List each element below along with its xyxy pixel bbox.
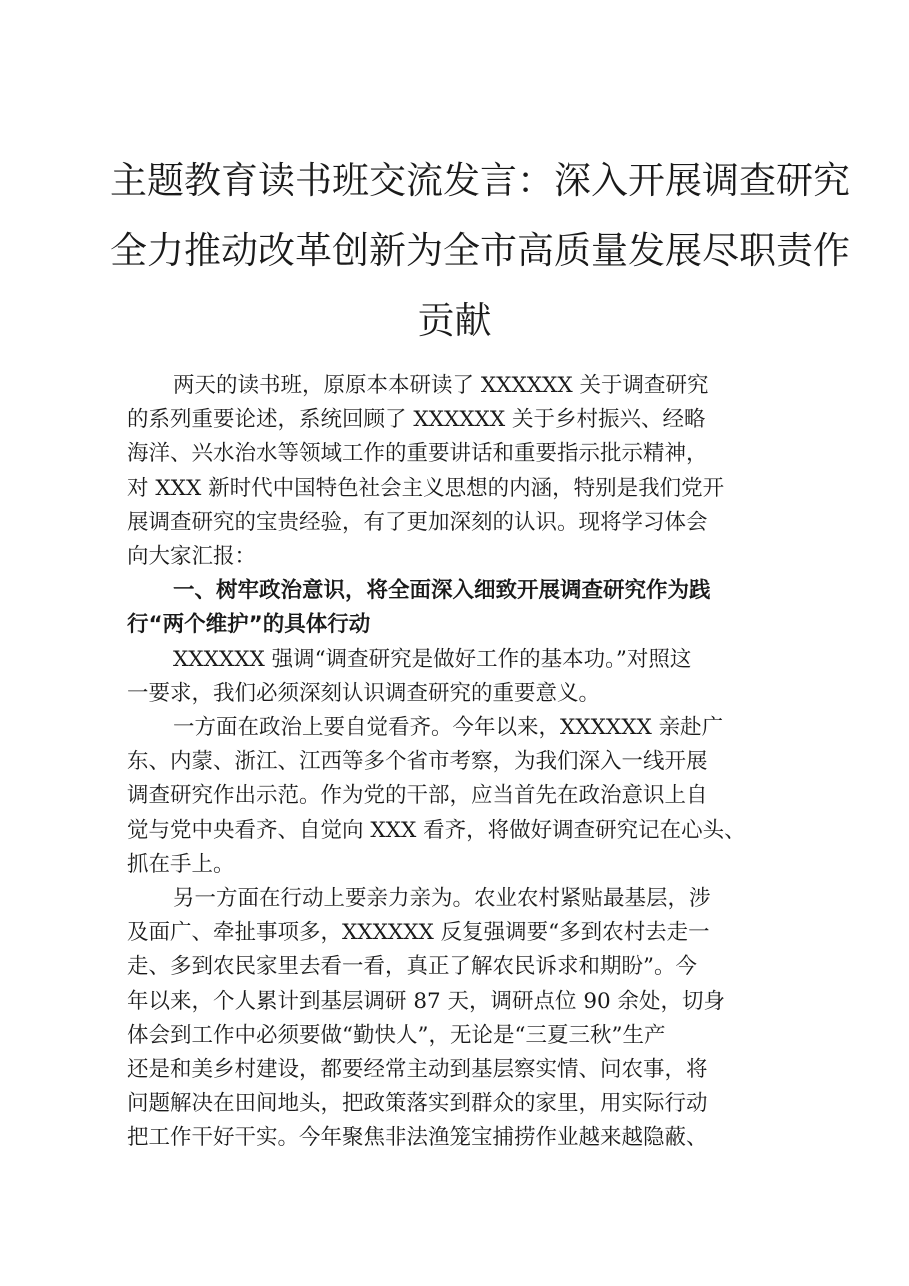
heading-line: 行“两个维护”的具体行动 [127, 612, 371, 638]
text-line: 一方面在政治上要自觉看齐。今年以来，XXXXXX 亲赴广 [173, 715, 724, 741]
text-line: 的系列重要论述，系统回顾了 XXXXXX 关于乡村振兴、经略 [127, 407, 706, 433]
section-heading [127, 574, 807, 642]
text-line: 两天的读书班，原原本本研读了 XXXXXX 关于调查研究 [173, 373, 709, 398]
text-line: 东、内蒙、浙江、江西等多个省市考察，为我们深入一线开展 [127, 749, 708, 775]
text-line: 还是和美乡村建设，都要经常主动到基层察实情、问农事，将 [127, 1057, 708, 1083]
text-line: 一要求，我们必须深刻认识调查研究的重要意义。 [127, 680, 601, 706]
text-line: 把工作干好干实。今年聚焦非法渔笼宝捕捞作业越来越隐蔽、 [127, 1125, 708, 1151]
paragraph [127, 882, 807, 1156]
text-line: 海洋、兴水治水等领域工作的重要讲话和重要指示批示精神， [127, 441, 708, 467]
text-line: 体会到工作中必须要做“勤快人”，无论是“三夏三秋”生产 [127, 1022, 666, 1048]
paragraph [127, 643, 807, 711]
text-line: 觉与党中央看齐、自觉向 XXX 看齐，将做好调查研究记在心头、 [127, 817, 746, 843]
text-line: 走、多到农民家里去看一看，真正了解农民诉求和期盼”。今 [127, 954, 697, 980]
text-line: XXXXXX 强调“调查研究是做好工作的基本功。”对照这 [173, 646, 692, 672]
text-line: 问题解决在田间地头，把政策落实到群众的家里，用实际行动 [127, 1091, 708, 1117]
text-line: 调查研究作出示范。作为党的干部，应当首先在政治意识上自 [127, 783, 708, 809]
title-line: 全力推动改革创新为全市高质量发展尽职责作 [110, 229, 850, 272]
heading-line: 一、树牢政治意识，将全面深入细致开展调查研究作为践 [173, 578, 711, 604]
title-line: 主题教育读书班交流发言：深入开展调查研究 [110, 159, 850, 202]
text-line: 向大家汇报： [127, 544, 257, 570]
paragraph [127, 711, 807, 882]
text-line: 另一方面在行动上要亲力亲为。农业农村紧贴最基层，涉 [173, 886, 711, 912]
text-line: 年以来，个人累计到基层调研 87 天，调研点位 90 余处，切身 [127, 988, 726, 1014]
text-line: 对 XXX 新时代中国特色社会主义思想的内涵，特别是我们党开 [127, 475, 725, 501]
text-line: 及面广、牵扯事项多，XXXXXX 反复强调要“多到农村去走一 [127, 920, 710, 946]
document-title [110, 146, 850, 356]
paragraph-intro [127, 369, 807, 574]
text-line: 展调查研究的宝贵经验，有了更加深刻的认识。现将学习体会 [127, 509, 708, 535]
title-line: 贡献 [417, 299, 492, 342]
document-body [127, 369, 807, 1156]
text-line: 抓在手上。 [127, 851, 235, 877]
